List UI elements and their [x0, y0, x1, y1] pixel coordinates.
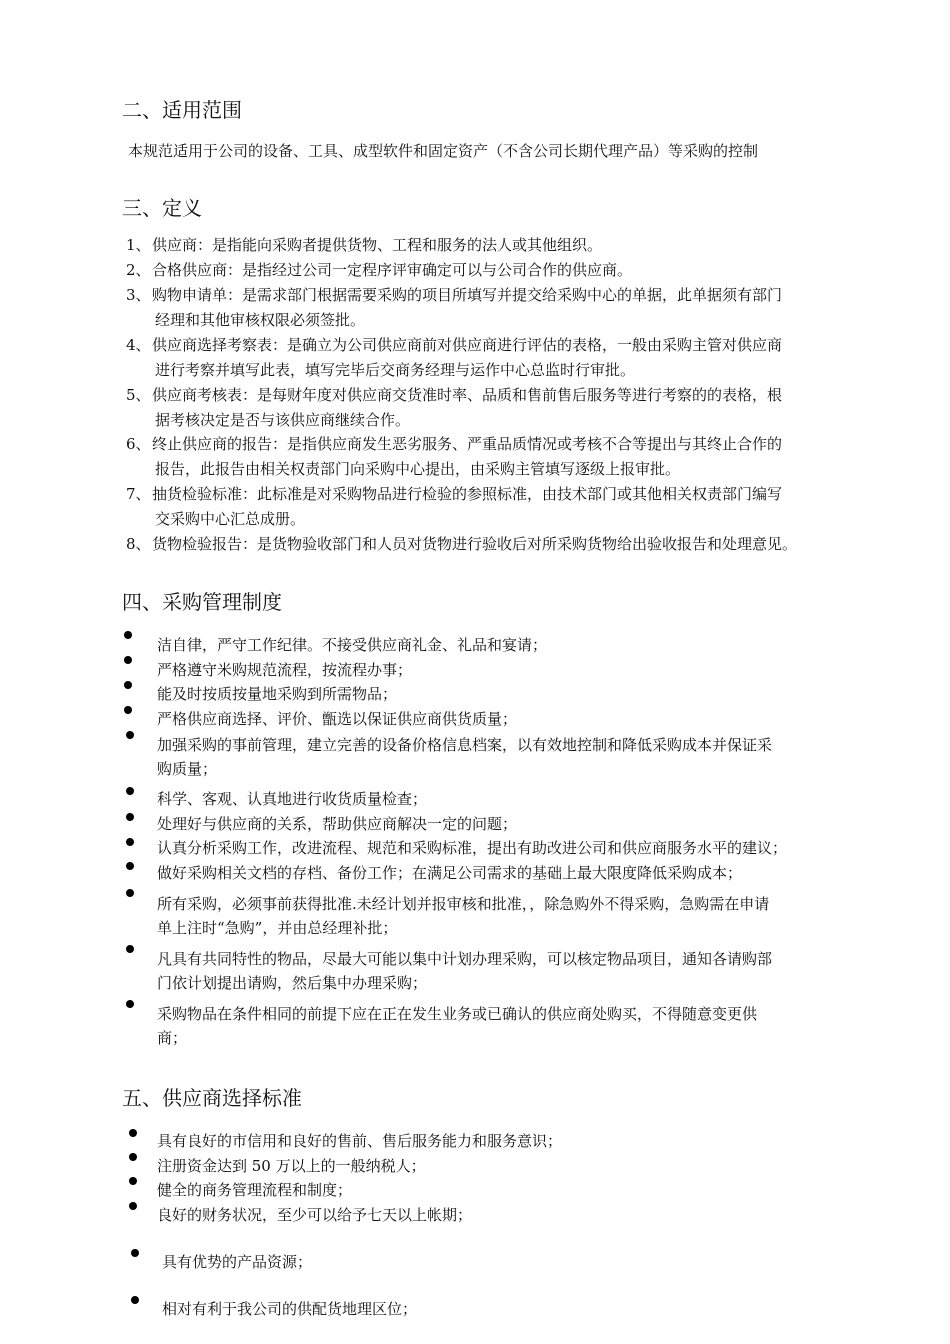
bullet-text: 处理好与供应商的关系，帮助供应商解决一定的问题； [157, 815, 518, 833]
heading-criteria: 五、供应商选择标准 [122, 1086, 302, 1110]
definition-text: 交采购中心汇总成册。 [155, 510, 306, 528]
bullet-dot-icon [129, 1129, 137, 1137]
bullet-text: 加强采购的事前管理，建立完善的设备价格信息档案，以有效地控制和降低采购成本并保证采 [157, 736, 773, 754]
bullet-text: 具有优势的产品资源； [162, 1253, 313, 1271]
bullet-text: 严格遵守米购规范流程，按流程办事； [157, 661, 413, 679]
definition-item [126, 383, 782, 433]
bullet-text: 凡具有共同特性的物品，尽最大可能以集中计划办理采购，可以核定物品项目，通知各请购部 [157, 950, 773, 968]
heading-management: 四、采购管理制度 [122, 590, 282, 614]
bullet-text: 所有采购，必须事前获得批准.未经计划并报审核和批准，，除急购外不得采购，急购需在申请 [157, 895, 770, 913]
bullet-dot-icon [129, 1177, 137, 1185]
definition-number: 7、 [126, 485, 151, 503]
bullet-text: 单上注时“急购”，并由总经理补批； [157, 919, 398, 937]
bullet-text: 门依计划提出请购，然后集中办理采购； [157, 974, 428, 992]
bullet-text: 购质量； [157, 760, 218, 778]
bullet-dot-icon [126, 862, 134, 870]
bullet-dot-icon [126, 838, 134, 846]
definition-item [126, 233, 602, 258]
bullet-dot-icon [124, 631, 132, 639]
definition-number: 2、 [126, 261, 151, 279]
bullet-text: 健全的商务管理流程和制度； [157, 1181, 353, 1199]
definition-item [126, 532, 797, 557]
definition-number: 8、 [126, 535, 151, 553]
bullet-text: 科学、客观、认真地进行收货质量检查； [157, 790, 428, 808]
definition-line [126, 507, 782, 532]
bullet-dot-icon [124, 681, 132, 689]
definition-text: 终止供应商的报告：是指供应商发生恶劣服务、严重品质情况或考核不合等提出与其终止合作的 [152, 435, 783, 453]
bullet-text: 良好的财务状况，至少可以给予七天以上帐期； [157, 1206, 473, 1224]
definition-text: 供应商考核表：是每财年度对供应商交货准时率、品质和售前售后服务等进行考察的的表格，根 [152, 386, 783, 404]
bullet-text: 认真分析采购工作，改进流程、规范和采购标准，提出有助改进公司和供应商服务水平的建议； [157, 839, 788, 857]
bullet-text: 注册资金达到 50 万以上的一般纳税人； [157, 1157, 426, 1175]
heading-definitions: 三、定义 [122, 196, 202, 220]
definition-text: 供应商选择考察表：是确立为公司供应商前对供应商进行评估的表格，一般由采购主管对供应商 [152, 336, 783, 354]
bullet-text: 采购物品在条件相同的前提下应在正在发生业务或已确认的供应商处购买，不得随意变更供 [157, 1005, 758, 1023]
definition-line [126, 258, 632, 283]
bullet-text: 洁自律，严守工作纪律。不接受供应商礼金、礼品和宴请； [157, 636, 548, 654]
bullet-dot-icon [129, 1153, 137, 1161]
bullet-text: 商； [157, 1029, 188, 1047]
definition-item [126, 432, 782, 482]
definition-line [126, 283, 782, 308]
bullet-text: 能及时按质按量地采购到所需物品； [157, 685, 398, 703]
definition-number: 1、 [126, 236, 151, 254]
definition-line [126, 358, 782, 383]
definition-item [126, 258, 632, 283]
definition-line [126, 482, 782, 507]
bullet-text: 具有良好的市信用和良好的售前、售后服务能力和服务意识； [157, 1132, 563, 1150]
definition-number: 6、 [126, 435, 151, 453]
bullet-dot-icon [124, 706, 132, 714]
definition-text: 合格供应商：是指经过公司一定程序评审确定可以与公司合作的供应商。 [152, 261, 633, 279]
definition-line [126, 233, 602, 258]
bullet-text: 做好采购相关文档的存档、备份工作；在满足公司需求的基础上最大限度降低采购成本； [157, 864, 743, 882]
bullet-text: 相对有利于我公司的供配货地理区位； [162, 1300, 418, 1318]
definition-text: 抽货检验标准：此标准是对采购物品进行检验的参照标准，由技术部门或其他相关权责部门编写 [152, 485, 783, 503]
definition-number: 5、 [126, 386, 151, 404]
definition-text: 供应商：是指能向采购者提供货物、工程和服务的法人或其他组织。 [152, 236, 603, 254]
definition-item [126, 333, 782, 383]
bullet-dot-icon [126, 813, 134, 821]
definition-item [126, 283, 782, 333]
bullet-dot-icon [126, 889, 134, 897]
bullet-dot-icon [131, 1296, 139, 1304]
definition-text: 购物申请单：是需求部门根据需要采购的项目所填写并提交给采购中心的单据，此单据须有部门 [152, 286, 783, 304]
bullet-dot-icon [126, 731, 134, 739]
definition-text: 货物检验报告：是货物验收部门和人员对货物进行验收后对所采购货物给出验收报告和处理意见。 [152, 535, 798, 553]
bullet-dot-icon [126, 945, 134, 953]
definition-line [126, 308, 782, 333]
definition-line [126, 383, 782, 408]
scope-paragraph: 本规范适用于公司的设备、工具、成型软件和固定资产（不含公司长期代理产品）等采购的控制 [128, 142, 759, 160]
bullet-dot-icon [131, 1249, 139, 1257]
definition-text: 据考核决定是否与该供应商继续合作。 [155, 411, 411, 429]
definition-line [126, 457, 782, 482]
definition-line [126, 408, 782, 433]
definition-line [126, 432, 782, 457]
bullet-dot-icon [124, 656, 132, 664]
definition-item [126, 482, 782, 532]
definition-text: 经理和其他审核权限必须签批。 [155, 311, 366, 329]
definition-number: 3、 [126, 286, 151, 304]
definition-line [126, 532, 797, 557]
bullet-text: 严格供应商选择、评价、甑选以保证供应商供货质量； [157, 710, 518, 728]
bullet-dot-icon [129, 1202, 137, 1210]
definition-number: 4、 [126, 336, 151, 354]
bullet-dot-icon [126, 1000, 134, 1008]
definition-text: 报告，此报告由相关权责部门向采购中心提出，由采购主管填写逐级上报审批。 [155, 460, 681, 478]
definition-text: 进行考察并填写此表，填写完毕后交商务经理与运作中心总监时行审批。 [155, 361, 636, 379]
bullet-dot-icon [126, 787, 134, 795]
definition-line [126, 333, 782, 358]
heading-scope: 二、适用范围 [122, 98, 242, 122]
